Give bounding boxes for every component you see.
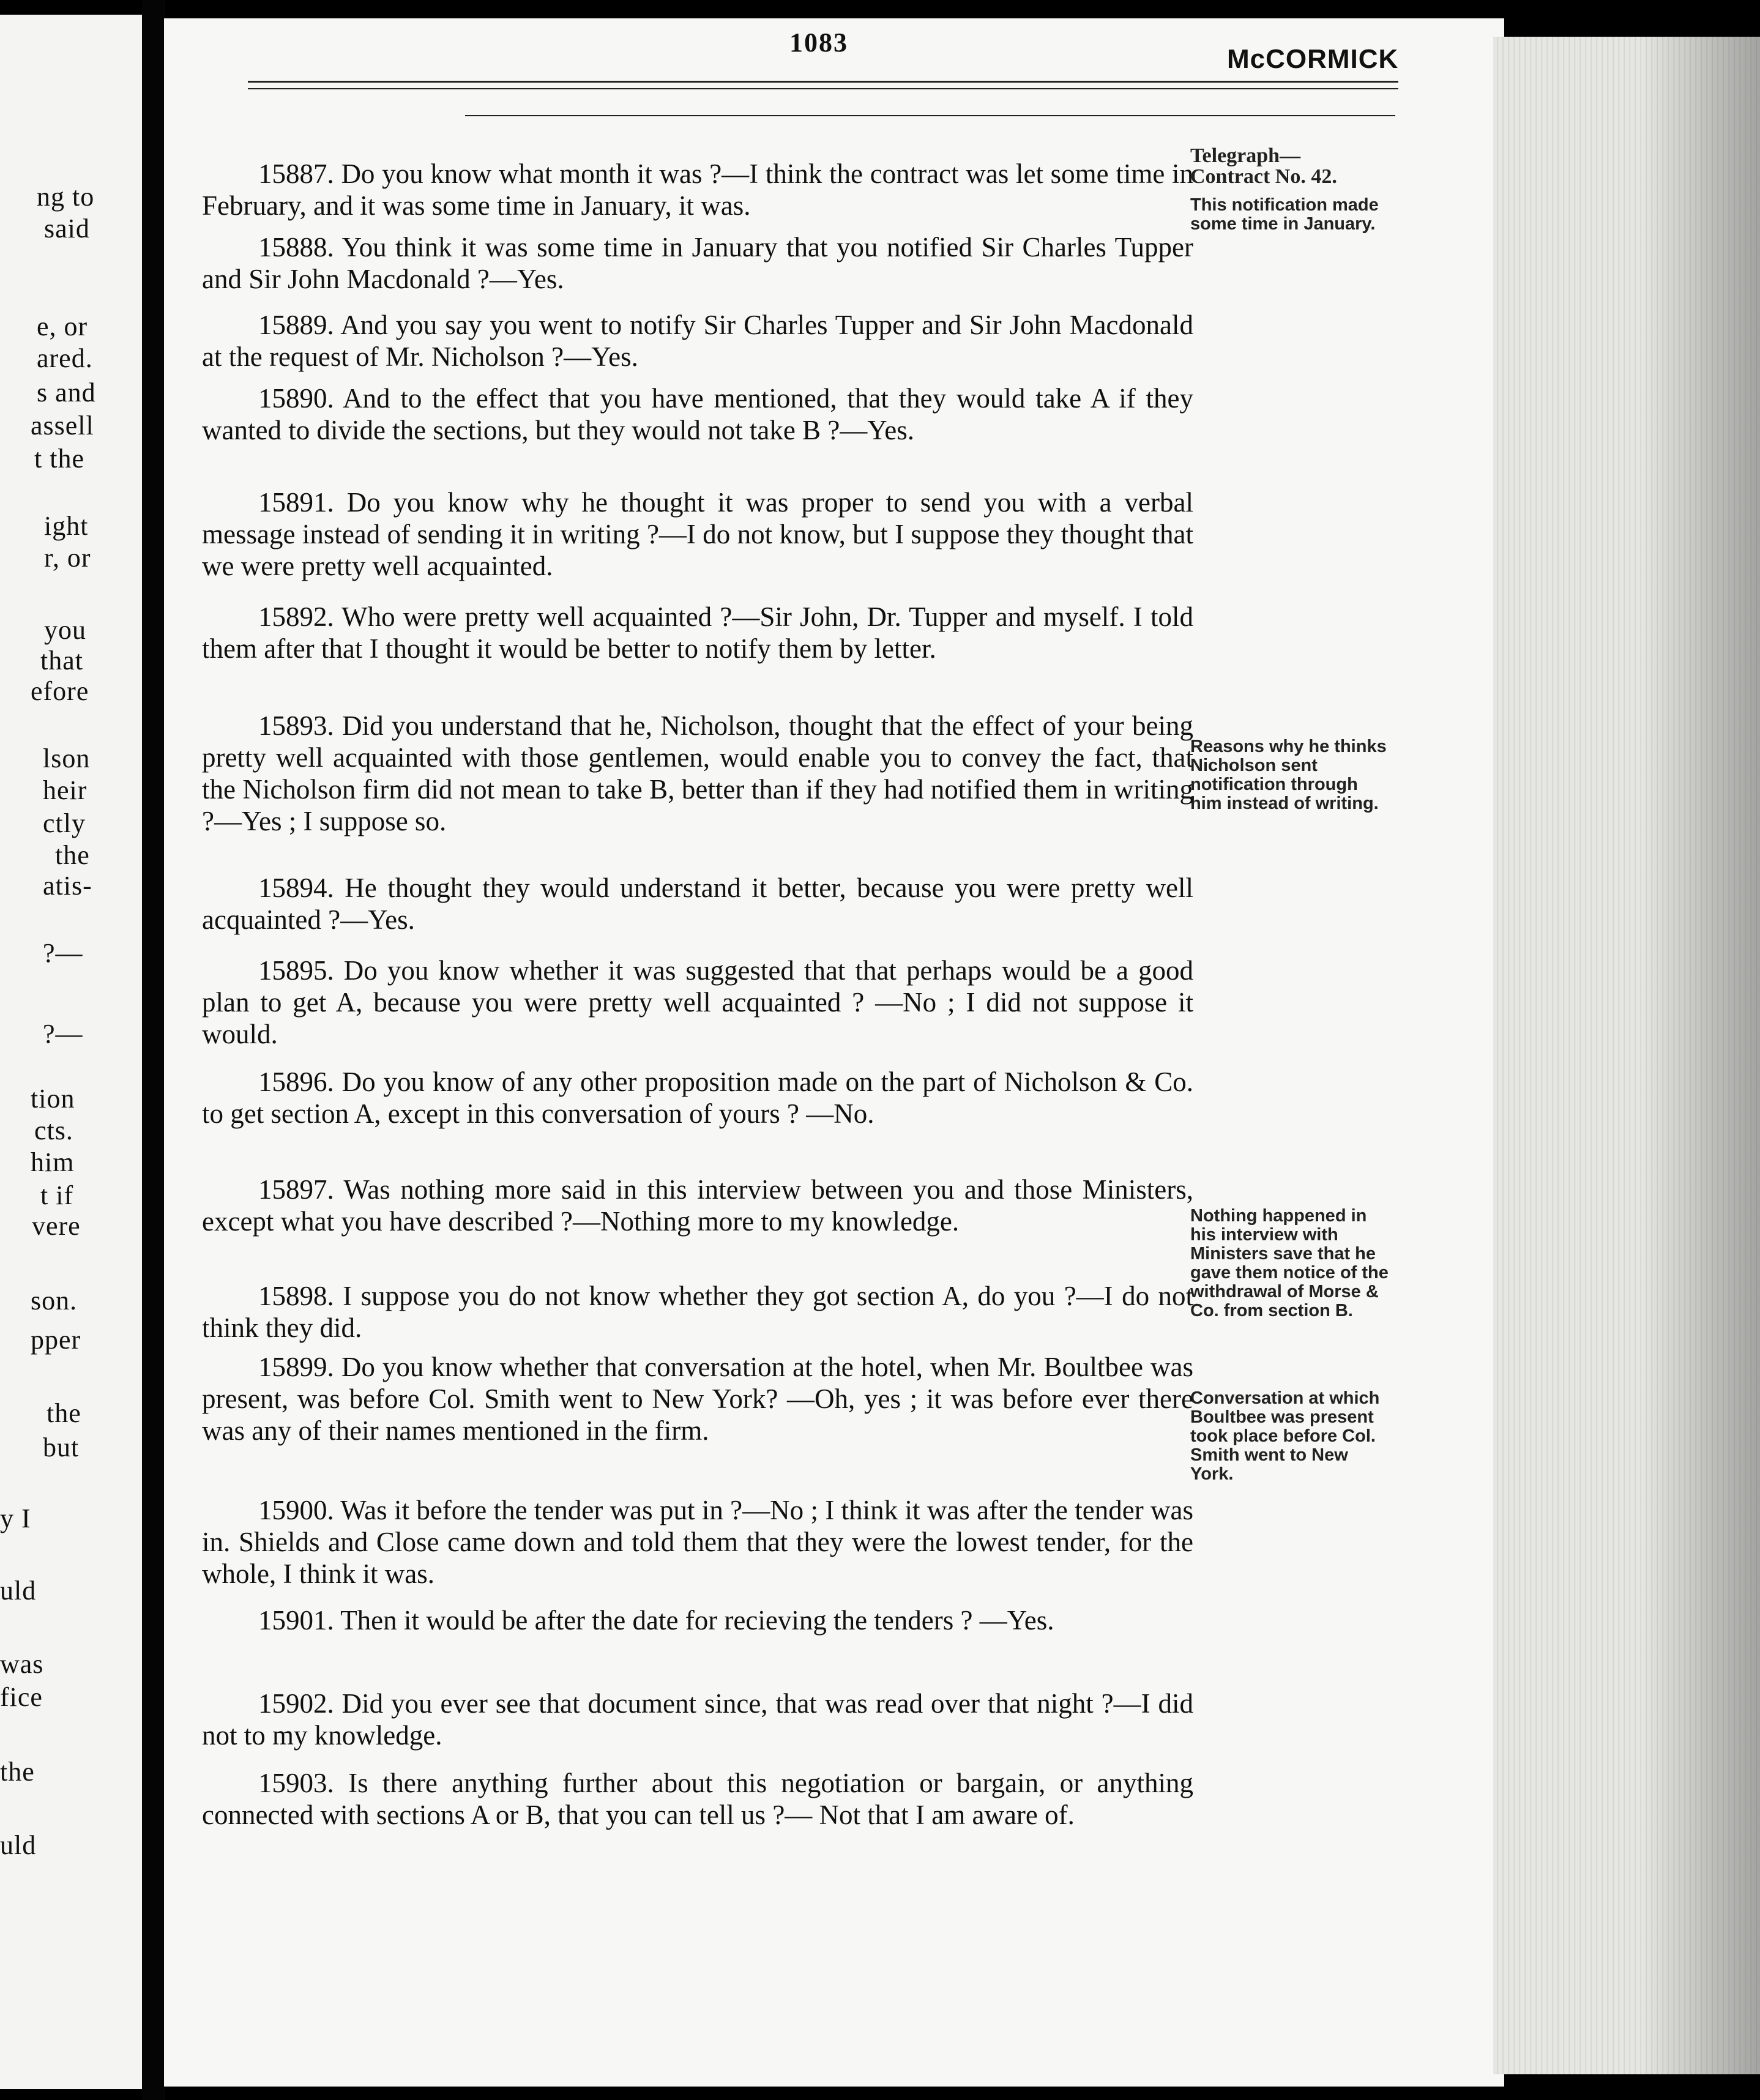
question-paragraph [202, 955, 1193, 1050]
facing-page-text: ared. [37, 343, 93, 373]
question-number: 15896. [258, 1067, 334, 1097]
question-paragraph [202, 872, 1193, 936]
facing-page-text: y I [0, 1503, 31, 1533]
facing-page-text: you [44, 615, 86, 645]
question-number: 15898. [258, 1281, 334, 1311]
question-text: Do you know whether that conversation at the hotel, when Mr. Boultbee was present, was before Col. Smith went to New York? —Oh, yes ; it was before ever there was any of their names mentioned in the firm. [202, 1352, 1193, 1446]
facing-page-text: the [0, 1757, 35, 1787]
header-rule [248, 88, 1398, 89]
question-number: 15903. [258, 1768, 334, 1798]
facing-page-text: was [0, 1649, 44, 1679]
page-edges-shadow [1493, 37, 1760, 2074]
question-paragraph [202, 231, 1193, 295]
question-paragraph [202, 1767, 1193, 1831]
facing-page-text: vere [32, 1211, 81, 1241]
facing-page-text: lson [43, 743, 91, 773]
facing-page-text: ng to [37, 182, 95, 212]
marginal-note: Telegraph— Contract No. 42. [1190, 144, 1337, 188]
facing-page-text: heir [43, 775, 88, 805]
question-number: 15899. [258, 1352, 334, 1382]
facing-page-text: pper [31, 1325, 81, 1355]
book-gutter [142, 0, 165, 2100]
facing-page-text: e, or [37, 311, 88, 341]
question-number: 15893. [258, 710, 334, 741]
facing-page-text: atis- [43, 871, 92, 901]
facing-page-text: uld [0, 1830, 37, 1860]
marginal-note: Nothing happened in his interview with Ministers save that he gave them notice of the withdrawal of Morse & Co. from section B. [1190, 1206, 1389, 1320]
marginal-note: Reasons why he thinks Nicholson sent notification through him instead of writing. [1190, 737, 1387, 813]
facing-page-text: efore [31, 676, 89, 706]
question-text: Is there anything further about this negotiation or bargain, or anything connected with sections A or B, that you can tell us ?— Not that I am aware of. [202, 1768, 1193, 1830]
facing-page-text: ?— [43, 1019, 83, 1049]
marginal-note: This notification made some time in January. [1190, 195, 1379, 234]
question-number: 15901. [258, 1605, 334, 1636]
question-number: 15902. [258, 1688, 334, 1719]
facing-page-text: assell [31, 411, 94, 441]
question-number: 15889. [258, 310, 334, 340]
question-paragraph [202, 309, 1193, 373]
facing-page-text: ctly [43, 808, 86, 838]
question-paragraph [202, 710, 1193, 837]
question-paragraph [202, 601, 1193, 665]
question-number: 15894. [258, 873, 334, 903]
facing-page-text: tion [31, 1084, 75, 1114]
question-paragraph [202, 1604, 1193, 1636]
question-text: Was nothing more said in this interview between you and those Ministers, except what you have described ?—Nothing more to my knowledge. [202, 1174, 1194, 1237]
facing-page-text: r, or [44, 543, 91, 573]
facing-page-text: said [44, 214, 90, 244]
question-number: 15890. [258, 383, 334, 414]
facing-page-text: but [43, 1432, 80, 1462]
question-number: 15888. [258, 232, 334, 262]
question-text: Then it would be after the date for recieving the tenders ? —Yes. [340, 1605, 1054, 1636]
question-number: 15900. [258, 1495, 334, 1525]
facing-page-text: the [55, 840, 90, 870]
question-paragraph [202, 1174, 1193, 1237]
question-text: He thought they would understand it better, because you were pretty well acquainted ?—Yes. [202, 873, 1193, 935]
facing-page-text: t if [40, 1180, 74, 1210]
facing-page-text: ?— [43, 938, 83, 968]
question-text: I suppose you do not know whether they got section A, do you ?—I do not think they did. [202, 1281, 1193, 1343]
running-head: McCORMICK [1227, 44, 1399, 74]
question-text: Do you know why he thought it was proper to send you with a verbal message instead of sending it in writing ?—I do not know, but I suppose they thought that we were pretty well acquainted. [202, 487, 1193, 581]
facing-page [0, 15, 142, 2089]
question-number: 15887. [258, 158, 334, 189]
question-text: And to the effect that you have mentioned, that they would take A if they wanted to divide the sections, but they would not take B ?—Yes. [202, 383, 1193, 445]
facing-page-text: t the [34, 444, 84, 474]
facing-page-text: him [31, 1147, 75, 1177]
question-paragraph [202, 1688, 1193, 1751]
marginal-note: Conversation at which Boultbee was present took place before Col. Smith went to New York. [1190, 1388, 1380, 1484]
question-number: 15892. [258, 601, 334, 632]
question-text: Do you know what month it was ?—I think the contract was let some time in February, and it was some time in January, it was. [202, 158, 1193, 221]
question-text: Did you ever see that document since, that was read over that night ?—I did not to my knowledge. [202, 1688, 1194, 1751]
question-text: Did you understand that he, Nicholson, thought that the effect of your being pretty well acquainted with those gentlemen, would enable you to convey the fact, that the Nicholson firm did not mean to take B, better than if they had notified them in writing ?—Yes ; I suppose so. [202, 710, 1194, 836]
facing-page-text: ight [44, 511, 89, 541]
question-paragraph [202, 486, 1193, 582]
question-paragraph [202, 1351, 1193, 1447]
facing-page-text: s and [37, 378, 96, 408]
question-paragraph [202, 1280, 1193, 1344]
question-text: You think it was some time in January that you notified Sir Charles Tupper and Sir John Macdonald ?—Yes. [202, 232, 1193, 294]
facing-page-text: uld [0, 1576, 37, 1606]
facing-page-text: that [40, 646, 83, 676]
question-paragraph [202, 1066, 1193, 1130]
question-paragraph [202, 158, 1193, 222]
question-number: 15897. [258, 1174, 334, 1205]
question-number: 15895. [258, 955, 334, 986]
question-number: 15891. [258, 487, 334, 518]
facing-page-text: fice [0, 1682, 43, 1712]
header-rule [248, 81, 1398, 83]
facing-page-text: the [47, 1398, 81, 1428]
page-number: 1083 [789, 28, 848, 58]
question-text: Who were pretty well acquainted ?—Sir John, Dr. Tupper and myself. I told them after that I thought it would be better to notify them by letter. [202, 601, 1193, 664]
question-text: Do you know whether it was suggested that that perhaps would be a good plan to get A, because you were pretty well acquainted ? —No ; I did not suppose it would. [202, 955, 1194, 1049]
question-paragraph [202, 1494, 1193, 1590]
question-text: Do you know of any other proposition made on the part of Nicholson & Co. to get section A, except in this conversation of yours ? —No. [202, 1067, 1194, 1129]
facing-page-text: cts. [34, 1115, 73, 1145]
facing-page-text: son. [31, 1286, 78, 1316]
question-text: Was it before the tender was put in ?—No ; I think it was after the tender was in. Shields and Close came down and told them that they were the lowest tender, for the whole, I think it was. [202, 1495, 1194, 1589]
header-rule [465, 115, 1395, 116]
question-paragraph [202, 382, 1193, 446]
question-text: And you say you went to notify Sir Charles Tupper and Sir John Macdonald at the request of Mr. Nicholson ?—Yes. [202, 310, 1193, 372]
